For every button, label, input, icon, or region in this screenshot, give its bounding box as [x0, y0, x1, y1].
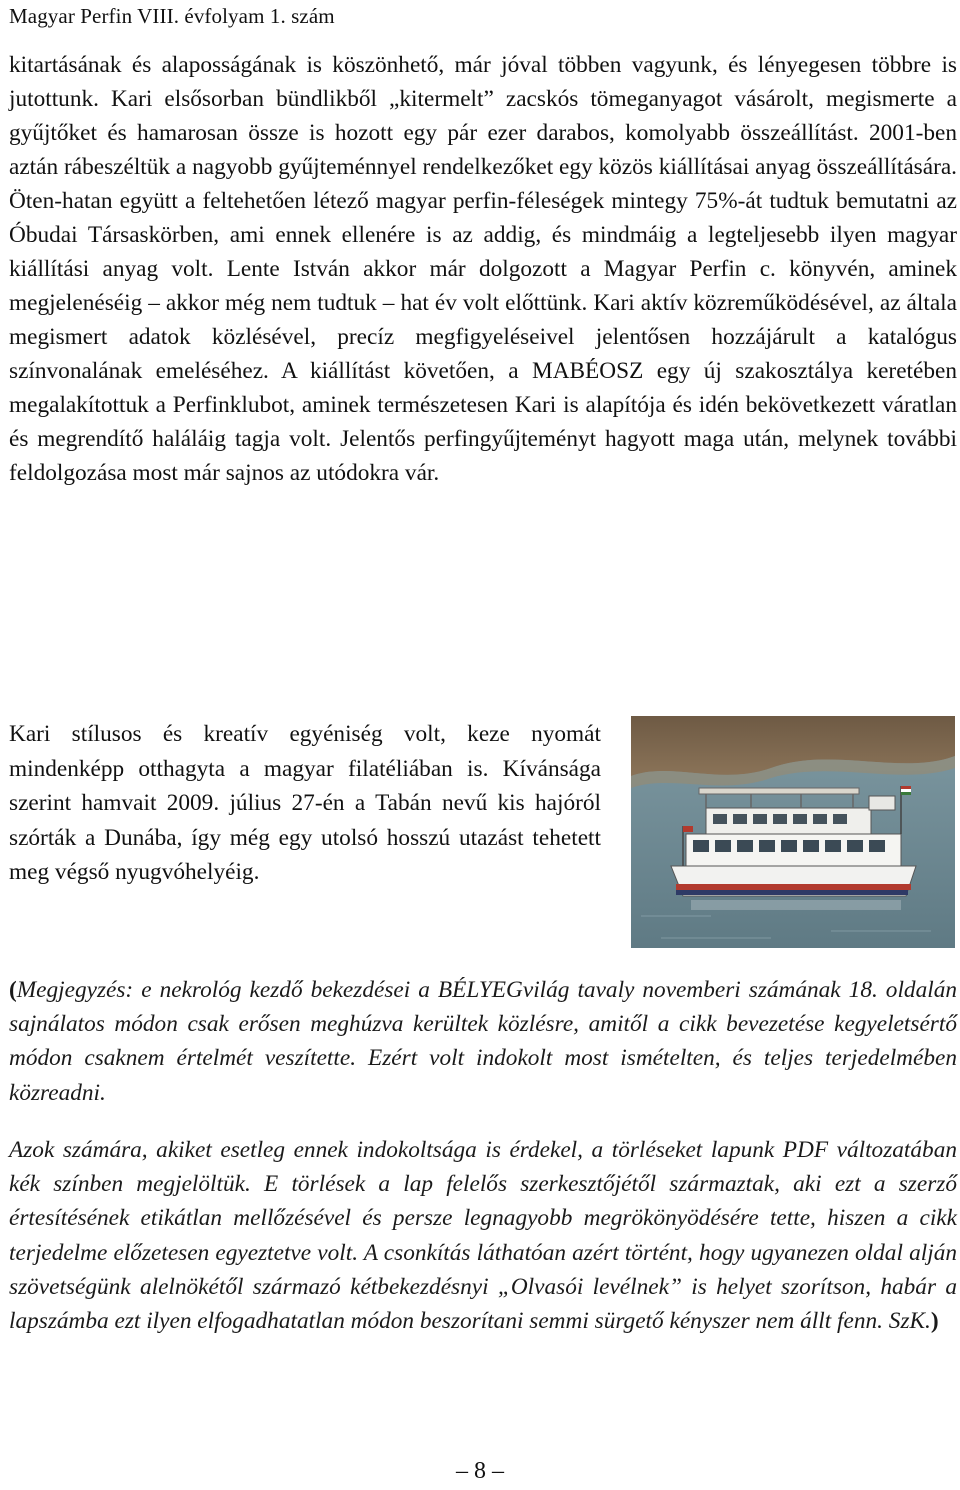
editor-note-paragraph-1	[9, 973, 957, 1110]
photo-side-paragraph: Kari stílusos és kreatív egyéniség volt, keze nyomát mindenképp otthagyta a magyar filatéliában is. Kívánsága szerint hamvait 2009. július 27-én a Tabán nevű kis hajóról szórták a Dunába, így még egy utolsó hosszú utazást tehetett meg végső nyugvóhelyéig.	[9, 721, 601, 885]
page-number: – 8 –	[456, 1458, 504, 1484]
note-text-1: Megjegyzés: e nekrológ kezdő bekezdései a BÉLYEGvilág tavaly novemberi számának 18. oldalán sajnálatos módon csak erősen meghúzva kerültek közlésre, amitől a cikk bevezetése kegyeletsértő módon csaknem értelmét veszítette. Ezért volt indokolt most ismételten, és teljes terjedelmében közreadni.	[9, 977, 957, 1106]
boat-photo	[631, 716, 955, 948]
editor-note-paragraph-2	[9, 1133, 957, 1338]
main-paragraph: kitartásának és alaposságának is köszönhető, már jóval többen vagyunk, és lényegesen többre is jutottunk. Kari elsősorban bündlikből „kitermelt” zacskós tömeganyagot vásárolt, megismerte a gyűjtőket és hamarosan össze is hozott egy pár ezer darabos, komolyabb összeállítást. 2001-ben aztán rábeszéltük a nagyobb gyűjteménnyel rendelkezőket egy közös kiállításai anyag összeállítására. Öten-hatan együtt a feltehetően létező magyar perfin-féleségek mintegy 75%-át tudtuk bemutatni az Óbudai Társaskörben, ami ennek ellenére is az addig, és mindmáig a legteljesebb ilyen magyar kiállítási anyag volt. Lente István akkor már dolgozott a Magyar Perfin c. könyvén, aminek megjelenéséig – akkor még nem tudtuk – hat év volt előttünk. Kari aktív közreműködésével, az általa megismert adatok közlésével, precíz megfigyeléseivel jelentősen hozzájárult a katalógus színvonalának emeléséhez. A kiállítást követően, a MABÉOSZ egy új szakosztálya keretében megalakítottuk a Perfinklubot, aminek természetesen Kari is alapítója és idén bekövetkezett váratlan és megrendítő haláláig tagja volt. Jelentős perfingyűjteményt hagyott maga után, melynek további feldolgozása most már sajnos az utódokra vár.	[9, 52, 957, 486]
note-text-2: Azok számára, akiket esetleg ennek indokoltsága is érdekel, a törléseket lapunk PDF változatában kék színben megjelöltük. E törlések a lap felelős szerkesztőjétől származtak, aki ezt a szerző értesítésének etikátlan mellőzésével és persze legnagyobb megrökönyödésére tette, hiszen a cikk terjedelme előzetesen egyeztetve volt. A csonkítás láthatóan azért történt, hogy ugyanezen oldal alján szövetségünk alelnökétől származó kétbekezdésnyi „Olvasói levélnek” is helyet szorítson, habár a lapszámba ezt ilyen elfogadhatatlan módon beszorítani semmi sürgető kényszer nem állt fenn. SzK.	[9, 1137, 957, 1335]
close-parenthesis: )	[930, 1308, 939, 1335]
page-header: Magyar Perfin VIII. évfolyam 1. szám	[9, 4, 335, 28]
open-parenthesis: (	[9, 977, 17, 1003]
